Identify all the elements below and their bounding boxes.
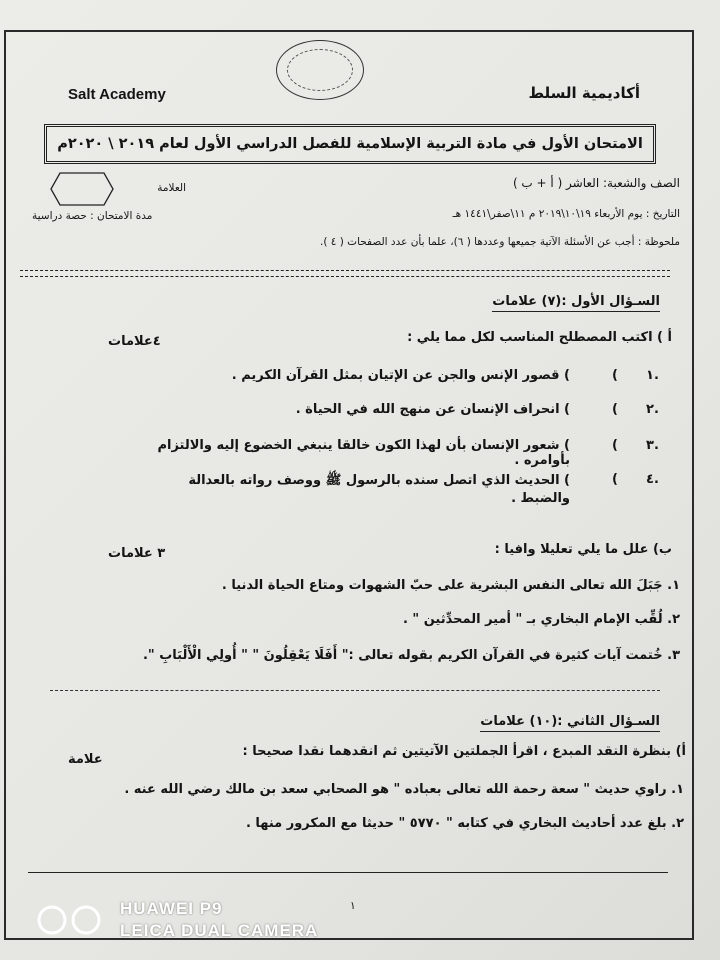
grade-section: الصف والشعبة: العاشر ( أ + ب ) xyxy=(512,176,680,190)
camera-model: HUAWEI P9 xyxy=(120,899,223,918)
q1b-prompt: ب) علل ما يلي تعليلا وافيا : xyxy=(494,542,672,557)
q1a-item-3-number: ٣. xyxy=(646,438,659,453)
q1a-item-1-number: ١. xyxy=(646,368,659,383)
q1b-item-2: ٢. لُقِّب الإمام البخاري بـ " أمير المحدِّثين " . xyxy=(402,612,680,627)
q1a-item-4-number: ٤. xyxy=(646,472,659,487)
q1-divider xyxy=(50,690,660,691)
school-name-arabic: أكاديمية السلط xyxy=(528,84,640,102)
page-number: ١ xyxy=(350,900,356,912)
q1a-item-1-text: ) قصور الإنس والجن عن الإتيان بمثل القرآن الكريم . xyxy=(231,368,570,383)
q2a-item-2: ٢. بلغ عدد أحاديث البخاري في كتابه " ٥٧٧٠ " حديثا مع المكرور منها . xyxy=(245,816,684,831)
q1a-item-4-blank: ( xyxy=(612,472,618,487)
exam-note: ملحوظة : أجب عن الأسئلة الآتية جميعها وعددها ( ٦)، علما بأن عدد الصفحات ( ٤ ). xyxy=(319,236,680,248)
footer-rule xyxy=(28,872,668,873)
q2-heading: السـؤال الثاني :(١٠) علامات xyxy=(480,714,660,732)
exam-title: الامتحان الأول في مادة التربية الإسلامية للفصل الدراسي الأول لعام ٢٠١٩ \ ٢٠٢٠م xyxy=(57,136,643,152)
q1a-marks: ٤علامات xyxy=(108,334,161,349)
q1a-item-3-text: ) شعور الإنسان بأن لهذا الكون خالقا ينبغي الخضوع إليه والالتزام بأوامره . xyxy=(157,438,570,468)
exam-date: التاريخ : يوم الأربعاء ١٩\١٠\٢٠١٩ م ١١\صفر\١٤٤١ هـ xyxy=(452,208,680,220)
q1a-item-2-text: ) انحراف الإنسان عن منهج الله في الحياة . xyxy=(295,402,570,417)
mark-label: العلامة xyxy=(157,182,186,194)
q1a-item-4-text: ) الحديث الذي اتصل سنده بالرسول ﷺ ووصف رواته بالعدالة والضبط . xyxy=(188,473,570,506)
q1b-item-3: ٣. خُتمت آيات كثيرة في القرآن الكريم بقوله تعالى :" أَفَلَا يَعْقِلُونَ " " أُولِي الْأَلْبَابِ ". xyxy=(142,648,680,663)
score-hexagon-icon xyxy=(50,172,114,206)
q2a-marks: علامة xyxy=(68,752,103,767)
q2a-prompt: أ) بنظرة النقد المبدع ، اقرأ الجملتين الآتيتين ثم انقدهما نقدا صحيحا : xyxy=(242,744,686,759)
q1b-item-1: ١. جَبَلَ الله تعالى النفس البشرية على حبّ الشهوات ومتاع الحياة الدنيا . xyxy=(221,578,680,593)
q1b-marks: ٣ علامات xyxy=(108,546,166,561)
q1a-item-2-blank: ( xyxy=(612,402,618,417)
camera-brand: LEICA DUAL CAMERA xyxy=(120,921,319,940)
q1-heading: السـؤال الأول :(٧) علامات xyxy=(492,294,660,312)
q1a-prompt: أ ) اكتب المصطلح المناسب لكل مما يلي : xyxy=(407,330,672,345)
camera-watermark xyxy=(36,898,318,942)
exam-title-box xyxy=(44,124,656,164)
q2a-item-1: ١. راوي حديث " سعة رحمة الله تعالى بعباده " هو الصحابي سعد بن مالك رضي الله عنه . xyxy=(124,782,684,797)
q1a-item-1-blank: ( xyxy=(612,368,618,383)
school-name-english: Salt Academy xyxy=(68,86,166,103)
camera-lens-icon xyxy=(36,904,106,936)
school-seal-logo xyxy=(276,40,364,100)
q1a-item-3-blank: ( xyxy=(612,438,618,453)
header-divider xyxy=(20,270,670,277)
exam-duration: مدة الامتحان : حصة دراسية xyxy=(32,210,153,222)
q1a-item-2-number: ٢. xyxy=(646,402,659,417)
